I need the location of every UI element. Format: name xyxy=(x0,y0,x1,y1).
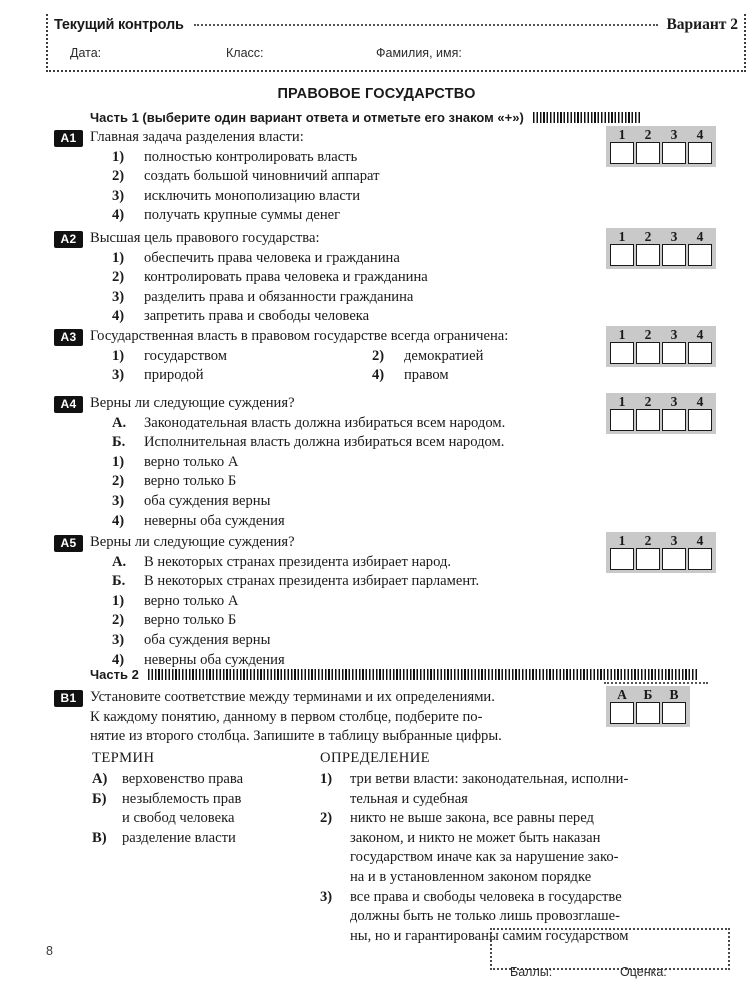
answer-col-a: А xyxy=(617,687,627,702)
header-dot-leader xyxy=(194,24,659,26)
answer-cell[interactable] xyxy=(636,342,660,364)
answer-grid-cells xyxy=(610,244,712,266)
answer-grid-a1[interactable] xyxy=(606,126,716,167)
answer-col-3: 3 xyxy=(670,127,678,142)
answer-grid-b1[interactable] xyxy=(606,686,690,727)
question-badge-a5: A5 xyxy=(54,535,83,552)
option-a5-2[interactable] xyxy=(90,611,610,631)
answer-col-2: 2 xyxy=(644,327,652,342)
term-column xyxy=(92,770,322,848)
answer-cell[interactable] xyxy=(662,702,686,724)
statement-label: А. xyxy=(112,414,127,431)
option-a4-2[interactable] xyxy=(90,472,610,492)
part-2-label: Часть 2 xyxy=(90,667,139,682)
answer-cell[interactable] xyxy=(636,548,660,570)
definition-text: все права и свободы человека в государстве xyxy=(350,888,622,905)
points-label[interactable]: Баллы: xyxy=(510,965,553,979)
question-a1 xyxy=(90,128,585,226)
term-label: А) xyxy=(92,771,108,787)
answer-col-3: 3 xyxy=(670,327,678,342)
option-a3-4[interactable] xyxy=(350,366,610,386)
option-text: запретить права и свободы человека xyxy=(144,308,370,325)
option-text: оба суждения верны xyxy=(144,631,271,648)
answer-col-4: 4 xyxy=(696,127,704,142)
option-a4-4[interactable] xyxy=(90,512,610,532)
hatch-rule-icon xyxy=(533,112,641,123)
question-badge-a4: A4 xyxy=(54,396,83,413)
option-text: неверны оба суждения xyxy=(144,651,285,668)
question-badge-a2: A2 xyxy=(54,231,83,248)
definition-item-3 xyxy=(320,888,720,908)
option-text: создать большой чиновничий аппарат xyxy=(144,168,380,185)
definition-text: три ветви власти: законодательная, исполни- xyxy=(350,771,629,787)
definition-text: никто не выше закона, все равны перед xyxy=(350,810,594,827)
date-field-label[interactable]: Дата: xyxy=(70,46,102,60)
option-number: 3) xyxy=(112,288,125,305)
question-a1-stem: Главная задача разделения власти: xyxy=(90,129,304,145)
option-text: природой xyxy=(144,367,204,384)
part-2-heading xyxy=(90,667,699,682)
hatch-rule-icon xyxy=(148,669,699,680)
option-text: государством xyxy=(144,347,228,364)
option-text: полностью контролировать власть xyxy=(144,148,358,165)
question-a5 xyxy=(90,533,610,670)
answer-grid-a2[interactable] xyxy=(606,228,716,269)
statement-text: В некоторых странах президента избирает парламент. xyxy=(144,573,480,590)
term-item-v xyxy=(92,829,322,849)
answer-col-3: 3 xyxy=(670,229,678,244)
answer-cell[interactable] xyxy=(636,702,660,724)
option-text: верно только А xyxy=(144,592,239,609)
option-number: 2) xyxy=(112,168,125,185)
answer-cell[interactable] xyxy=(636,244,660,266)
answer-grid-cells xyxy=(610,409,712,431)
option-text: контролировать права человека и гражданина xyxy=(144,269,428,286)
option-text: верно только Б xyxy=(144,612,237,629)
option-number: 1) xyxy=(112,148,125,165)
term-label: Б) xyxy=(92,790,107,807)
answer-grid-cells xyxy=(610,142,712,164)
answer-cell[interactable] xyxy=(688,409,712,431)
answer-col-2: 2 xyxy=(644,229,652,244)
statement-label: А. xyxy=(112,553,127,570)
answer-cell[interactable] xyxy=(688,142,712,164)
option-text: получать крупные суммы денег xyxy=(144,207,341,224)
question-a5-stem: Верны ли следующие суждения? xyxy=(90,534,295,550)
option-number: 2) xyxy=(112,269,125,286)
variant-label: Вариант 2 xyxy=(666,16,738,33)
option-number: 3) xyxy=(112,367,125,384)
option-number: 2) xyxy=(112,473,125,490)
option-number: 3) xyxy=(112,492,125,509)
question-a2-stem: Высшая цель правового государства: xyxy=(90,230,320,246)
answer-cell[interactable] xyxy=(662,142,686,164)
question-a4 xyxy=(90,394,610,531)
option-number: 2) xyxy=(372,347,385,364)
answer-col-1: 1 xyxy=(618,327,626,342)
option-number: 1) xyxy=(112,249,125,266)
answer-cell[interactable] xyxy=(610,244,634,266)
answer-col-3: 3 xyxy=(670,533,678,548)
option-a3-3[interactable] xyxy=(90,366,350,386)
option-a2-3[interactable] xyxy=(90,288,585,308)
statement-a5-a xyxy=(90,553,610,573)
answer-cell[interactable] xyxy=(688,342,712,364)
definition-item-3-line-3: ны, но и гарантированы самим государством xyxy=(350,927,629,944)
answer-cell[interactable] xyxy=(662,548,686,570)
question-badge-a1: A1 xyxy=(54,130,83,147)
option-text: неверны оба суждения xyxy=(144,512,285,529)
answer-col-2: 2 xyxy=(644,533,652,548)
header-title: Текущий контроль xyxy=(54,17,184,33)
b1-instruction-line-2: К каждому понятию, данному в первом столбце, подберите по- xyxy=(90,708,483,725)
header-box xyxy=(46,14,746,72)
question-badge-b1: B1 xyxy=(54,690,83,707)
definition-item-2-line-4: на и в установленном законом порядке xyxy=(350,868,592,885)
answer-cell[interactable] xyxy=(662,244,686,266)
option-number: 4) xyxy=(372,367,385,384)
answer-grid-cells xyxy=(610,702,686,724)
answer-grid-header xyxy=(609,534,713,548)
option-text: обеспечить права человека и гражданина xyxy=(144,249,400,266)
answer-cell[interactable] xyxy=(636,409,660,431)
statement-label: Б. xyxy=(112,434,126,451)
option-a1-3[interactable] xyxy=(90,187,585,207)
b1-instruction-line-3: нятие из второго столбца. Запишите в таблицу выбранные цифры. xyxy=(90,728,502,745)
statement-text: Исполнительная власть должна избираться всем народом. xyxy=(144,434,505,451)
answer-col-3: 3 xyxy=(670,394,678,409)
option-text: верно только Б xyxy=(144,473,237,490)
answer-cell[interactable] xyxy=(610,409,634,431)
term-text: незыблемость прав xyxy=(122,790,242,807)
term-item-b-cont: и свобод человека xyxy=(122,810,235,827)
option-text: исключить монополизацию власти xyxy=(144,187,361,204)
definition-label: 1) xyxy=(320,771,333,787)
definition-item-3-line-2: должны быть не только лишь провозглаше- xyxy=(350,908,620,925)
answer-cell[interactable] xyxy=(688,244,712,266)
question-a3-stem: Государственная власть в правовом государстве всегда ограничена: xyxy=(90,328,509,344)
option-number: 4) xyxy=(112,207,125,224)
answer-cell[interactable] xyxy=(636,142,660,164)
definition-item-2-line-2: законом, и никто не может быть наказан xyxy=(350,829,601,846)
option-number: 4) xyxy=(112,308,125,325)
class-field-label[interactable]: Класс: xyxy=(226,46,264,60)
answer-grid-header xyxy=(609,688,687,702)
definition-label: 3) xyxy=(320,888,333,905)
answer-col-4: 4 xyxy=(696,229,704,244)
term-text: разделение власти xyxy=(122,829,236,846)
b1-instruction-line-1: Установите соответствие между терминами и их определениями. xyxy=(90,689,495,705)
answer-col-1: 1 xyxy=(618,533,626,548)
option-number: 4) xyxy=(112,651,125,668)
answer-col-2: 2 xyxy=(644,127,652,142)
option-number: 1) xyxy=(112,453,125,470)
term-column-header: ТЕРМИН xyxy=(92,750,155,766)
option-a3-1[interactable] xyxy=(90,347,350,367)
question-a3-options xyxy=(90,347,610,386)
term-label: В) xyxy=(92,829,107,846)
question-b1-instructions xyxy=(90,688,590,747)
option-a1-2[interactable] xyxy=(90,167,585,187)
answer-col-2: 2 xyxy=(644,394,652,409)
answer-cell[interactable] xyxy=(688,548,712,570)
answer-grid-header xyxy=(609,230,713,244)
option-text: правом xyxy=(404,367,449,384)
definition-item-1-line-2: тельная и судебная xyxy=(350,790,468,807)
option-text: разделить права и обязанности гражданина xyxy=(144,288,414,305)
option-a3-2[interactable] xyxy=(350,347,610,367)
answer-col-4: 4 xyxy=(696,533,704,548)
statement-text: В некоторых странах президента избирает народ. xyxy=(144,553,452,570)
option-a1-4[interactable] xyxy=(90,206,585,226)
question-a3 xyxy=(90,327,610,386)
option-number: 3) xyxy=(112,631,125,648)
score-box xyxy=(490,928,730,979)
statement-a4-b xyxy=(90,433,610,453)
b1-grid-dot-rule xyxy=(604,682,708,684)
answer-col-4: 4 xyxy=(696,394,704,409)
page-title: ПРАВОВОЕ ГОСУДАРСТВО xyxy=(277,86,476,102)
option-a1-1[interactable] xyxy=(90,148,585,168)
mark-label[interactable]: Оценка: xyxy=(620,965,667,979)
part-1-label: Часть 1 (выберите один вариант ответа и отметьте его знаком «+») xyxy=(90,110,524,125)
option-a2-1[interactable] xyxy=(90,249,585,269)
answer-col-1: 1 xyxy=(618,394,626,409)
statement-label: Б. xyxy=(112,573,126,590)
answer-col-b: Б xyxy=(643,687,653,702)
option-number: 1) xyxy=(112,347,125,364)
option-number: 4) xyxy=(112,512,125,529)
answer-col-1: 1 xyxy=(618,229,626,244)
answer-grid-cells xyxy=(610,548,712,570)
part-1-heading xyxy=(90,110,641,125)
term-item-b xyxy=(92,790,322,810)
term-text: верховенство права xyxy=(122,771,244,787)
definition-label: 2) xyxy=(320,810,333,827)
answer-col-v: В xyxy=(669,687,679,702)
option-number: 1) xyxy=(112,592,125,609)
term-item-a xyxy=(92,770,322,790)
answer-col-4: 4 xyxy=(696,327,704,342)
answer-cell[interactable] xyxy=(610,702,634,724)
answer-grid-cells xyxy=(610,342,712,364)
question-badge-a3: A3 xyxy=(54,329,83,346)
answer-grid-a5[interactable] xyxy=(606,532,716,573)
answer-grid-header xyxy=(609,128,713,142)
option-a2-2[interactable] xyxy=(90,268,585,288)
definition-column-header: ОПРЕДЕЛЕНИЕ xyxy=(320,750,430,766)
definition-item-1 xyxy=(320,770,720,790)
definition-item-2 xyxy=(320,809,720,829)
header-top-row xyxy=(48,16,744,34)
answer-grid-a3[interactable] xyxy=(606,326,716,367)
definition-item-2-line-3: государством иначе как за нарушение зако- xyxy=(350,849,619,866)
option-a2-4[interactable] xyxy=(90,307,585,327)
option-a4-3[interactable] xyxy=(90,492,610,512)
page-number: 8 xyxy=(46,944,53,958)
answer-cell[interactable] xyxy=(662,342,686,364)
name-field-label[interactable]: Фамилия, имя: xyxy=(376,46,462,60)
answer-cell[interactable] xyxy=(662,409,686,431)
option-number: 3) xyxy=(112,187,125,204)
option-a5-1[interactable] xyxy=(90,592,610,612)
statement-text: Законодательная власть должна избираться всем народом. xyxy=(144,414,506,431)
question-a2 xyxy=(90,229,585,327)
answer-grid-header xyxy=(609,328,713,342)
answer-cell[interactable] xyxy=(610,342,634,364)
answer-cell[interactable] xyxy=(610,548,634,570)
option-a4-1[interactable] xyxy=(90,453,610,473)
statement-a5-b xyxy=(90,572,610,592)
answer-col-1: 1 xyxy=(618,127,626,142)
option-number: 2) xyxy=(112,612,125,629)
option-text: верно только А xyxy=(144,453,239,470)
definition-column xyxy=(320,770,720,946)
option-text: оба суждения верны xyxy=(144,492,271,509)
option-a5-3[interactable] xyxy=(90,631,610,651)
question-a4-stem: Верны ли следующие суждения? xyxy=(90,395,295,411)
option-text: демократией xyxy=(404,347,484,364)
answer-cell[interactable] xyxy=(610,142,634,164)
answer-grid-a4[interactable] xyxy=(606,393,716,434)
answer-grid-header xyxy=(609,395,713,409)
statement-a4-a xyxy=(90,414,610,434)
